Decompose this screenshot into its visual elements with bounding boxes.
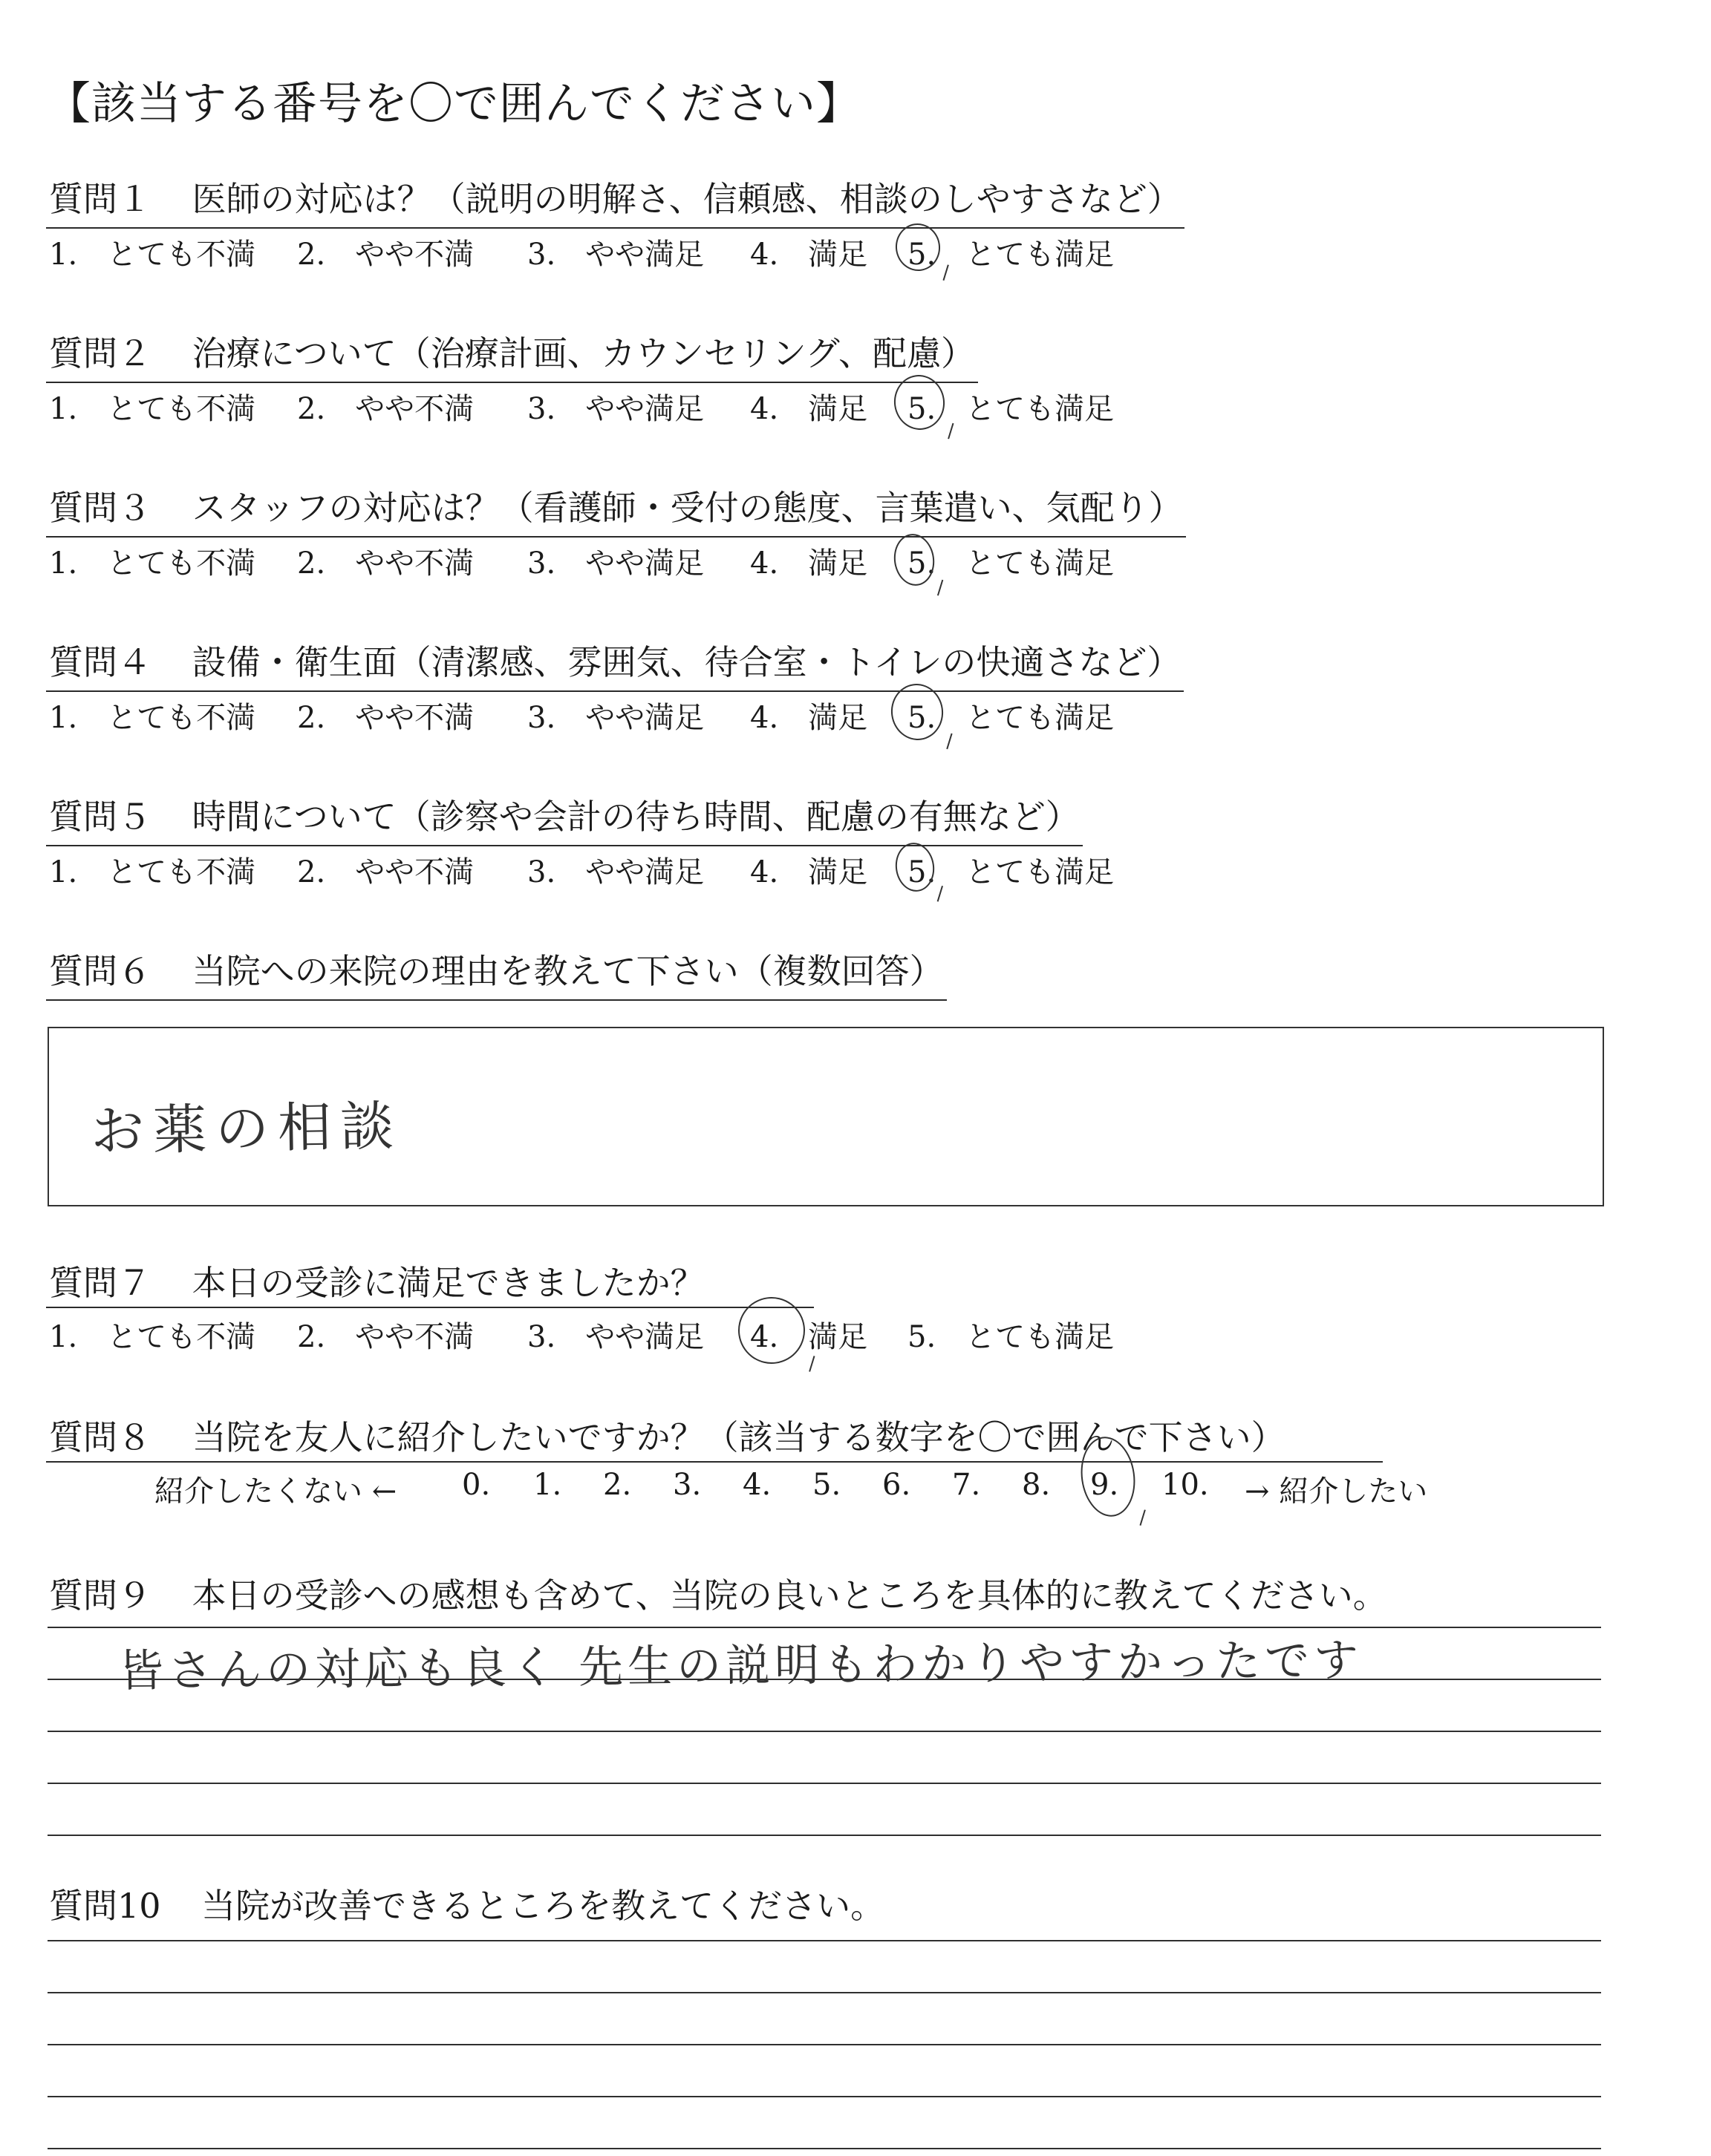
question-1-options — [0, 231, 1711, 272]
q7-option-2[interactable]: 2. やや不満 — [297, 1320, 475, 1354]
question-3-underline — [46, 536, 1186, 538]
q2-option-3[interactable]: 3. やや満足 — [527, 392, 705, 426]
q3-option-2[interactable]: 2. やや不満 — [297, 546, 475, 581]
question-1-underline — [46, 227, 1184, 229]
q8-left-label: 紹介したくない ← — [154, 1474, 397, 1509]
question-10-number: 質問10 — [49, 1886, 161, 1926]
q8-scale-5[interactable]: 5. — [812, 1468, 841, 1502]
question-7-heading — [49, 1256, 705, 1305]
q8-scale-7[interactable]: 7. — [952, 1468, 981, 1502]
q4-option-4[interactable]: 4. 満足 — [750, 701, 868, 735]
question-10-heading — [49, 1879, 884, 1928]
q8-scale-10[interactable]: 10. — [1161, 1468, 1209, 1502]
question-8-scale — [0, 1468, 1711, 1509]
q1-option-4[interactable]: 4. 満足 — [750, 238, 868, 272]
q9-answer-line-4[interactable] — [48, 1783, 1601, 1784]
question-9-number: 質問９ — [49, 1575, 151, 1616]
question-2-options — [0, 385, 1711, 426]
question-4-text: 設備・衛生面（清潔感、雰囲気、待合室・トイレの快適さなど） — [192, 642, 1182, 682]
question-8-text: 当院を友人に紹介したいですか？（該当する数字を〇で囲んで下さい） — [192, 1417, 1285, 1457]
question-5-text: 時間について（診察や会計の待ち時間、配慮の有無など） — [192, 797, 1080, 837]
question-3-text: スタッフの対応は？（看護師・受付の態度、言葉遣い、気配り） — [192, 488, 1183, 528]
question-9-heading — [49, 1569, 1387, 1618]
question-4-heading — [49, 636, 1181, 685]
q8-scale-9[interactable]: 9. — [1090, 1468, 1119, 1502]
q9-answer-line-3[interactable] — [48, 1731, 1601, 1732]
question-1-text: 医師の対応は？（説明の明解さ、信頼感、相談のしやすさなど） — [192, 179, 1182, 219]
q8-scale-1[interactable]: 1. — [533, 1468, 562, 1502]
question-7-text: 本日の受診に満足できましたか？ — [192, 1263, 705, 1303]
form-title: 【該当する番号を〇で囲んでください】 — [46, 78, 861, 130]
q9-answer-line-5[interactable] — [48, 1835, 1601, 1836]
q10-answer-line-2[interactable] — [48, 1992, 1601, 1993]
q3-option-1[interactable]: 1. とても不満 — [49, 546, 256, 581]
question-5-options — [0, 849, 1711, 889]
q3-option-3[interactable]: 3. やや満足 — [527, 546, 705, 581]
q7-option-5[interactable]: 5. とても満足 — [907, 1320, 1115, 1354]
question-7-number: 質問７ — [49, 1263, 151, 1303]
question-2-underline — [46, 382, 978, 383]
question-1-number: 質問１ — [49, 179, 151, 219]
q1-option-5[interactable]: 5. とても満足 — [907, 238, 1115, 272]
q4-option-5[interactable]: 5. とても満足 — [907, 701, 1115, 735]
question-6-heading — [49, 944, 944, 993]
q10-answer-line-3[interactable] — [48, 2044, 1601, 2045]
question-6-number: 質問６ — [49, 951, 151, 991]
question-6-text: 当院への来院の理由を教えて下さい（複数回答） — [192, 951, 944, 991]
q2-option-2[interactable]: 2. やや不満 — [297, 392, 475, 426]
q10-answer-line-4[interactable] — [48, 2096, 1601, 2097]
q2-option-4[interactable]: 4. 満足 — [750, 392, 868, 426]
question-5-heading — [49, 790, 1080, 839]
q9-answer-line-1[interactable] — [48, 1627, 1601, 1628]
q2-option-5[interactable]: 5. とても満足 — [907, 392, 1115, 426]
question-3-number: 質問３ — [49, 488, 151, 528]
q4-option-1[interactable]: 1. とても不満 — [49, 701, 256, 735]
q8-scale-8[interactable]: 8. — [1022, 1468, 1051, 1502]
q8-scale-2[interactable]: 2. — [603, 1468, 632, 1502]
q10-answer-line-1[interactable] — [48, 1940, 1601, 1941]
question-3-options — [0, 540, 1711, 581]
q7-option-3[interactable]: 3. やや満足 — [527, 1320, 705, 1354]
q5-option-5[interactable]: 5. とても満足 — [907, 855, 1115, 889]
question-6-handwritten-answer: お薬の相談 — [90, 1094, 403, 1163]
question-6-underline — [46, 999, 947, 1001]
q3-option-5[interactable]: 5. とても満足 — [907, 546, 1115, 581]
q2-option-1[interactable]: 1. とても不満 — [49, 392, 256, 426]
q10-answer-line-5[interactable] — [48, 2148, 1601, 2149]
q5-option-1[interactable]: 1. とても不満 — [49, 855, 256, 889]
q4-option-3[interactable]: 3. やや満足 — [527, 701, 705, 735]
q1-option-2[interactable]: 2. やや不満 — [297, 238, 475, 272]
question-9-text: 本日の受診への感想も含めて、当院の良いところを具体的に教えてください。 — [192, 1575, 1387, 1616]
q3-option-4[interactable]: 4. 満足 — [750, 546, 868, 581]
question-5-number: 質問５ — [49, 797, 151, 837]
question-1-heading — [49, 172, 1182, 221]
q7-option-4[interactable]: 4. 満足 — [750, 1320, 868, 1354]
question-10-text: 当院が改善できるところを教えてください。 — [201, 1886, 885, 1926]
q5-option-4[interactable]: 4. 満足 — [750, 855, 868, 889]
q1-option-1[interactable]: 1. とても不満 — [49, 238, 256, 272]
question-9-handwritten-answer: 皆さんの対応も良く 先生の説明もわかりやすかったです — [118, 1634, 1363, 1698]
q5-option-3[interactable]: 3. やや満足 — [527, 855, 705, 889]
q7-option-1[interactable]: 1. とても不満 — [49, 1320, 256, 1354]
q7-selected-circle — [734, 1293, 809, 1368]
question-5-underline — [46, 845, 1083, 846]
question-2-heading — [49, 327, 975, 376]
question-8-number: 質問８ — [49, 1417, 151, 1457]
question-8-underline — [46, 1461, 1383, 1463]
q1-option-3[interactable]: 3. やや満足 — [527, 238, 705, 272]
question-2-number: 質問２ — [49, 333, 151, 373]
question-2-text: 治療について（治療計画、カウンセリング、配慮） — [192, 333, 975, 373]
question-4-underline — [46, 690, 1184, 692]
q8-scale-0[interactable]: 0. — [462, 1468, 491, 1502]
question-4-number: 質問４ — [49, 642, 151, 682]
q8-right-label: → 紹介したい — [1245, 1474, 1428, 1509]
question-7-options — [0, 1313, 1711, 1354]
q4-option-2[interactable]: 2. やや不満 — [297, 701, 475, 735]
q8-scale-3[interactable]: 3. — [673, 1468, 702, 1502]
q8-scale-4[interactable]: 4. — [743, 1468, 772, 1502]
question-7-underline — [46, 1307, 814, 1308]
q5-option-2[interactable]: 2. やや不満 — [297, 855, 475, 889]
question-4-options — [0, 694, 1711, 735]
question-3-heading — [49, 481, 1183, 530]
q8-scale-6[interactable]: 6. — [882, 1468, 911, 1502]
